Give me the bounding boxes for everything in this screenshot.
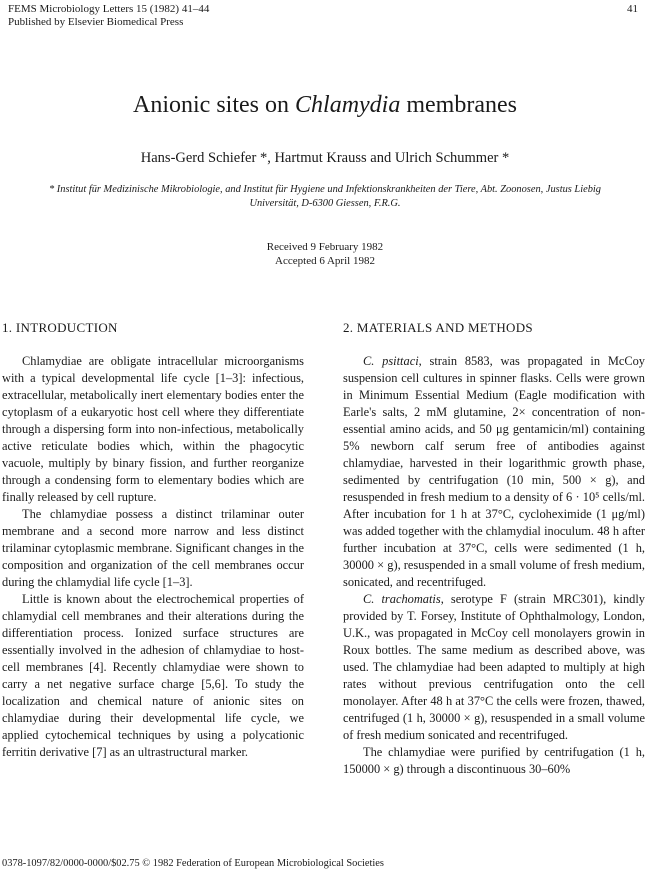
- journal-citation: FEMS Microbiology Letters 15 (1982) 41–44: [8, 3, 210, 15]
- intro-paragraph-3: Little is known about the electrochemical properties of chlamydial cell membranes and their alterations during the differentiation process. Ionized surface structures are essentially involved in the adhesion of chlamydiae to host-cell membranes [4]. Recently chlamydiae were shown to carry a net negative surface charge [5,6]. To study the localization and chemical nature of anionic sites on chlamydiae during their developmental life cycle, we applied cytochemical techniques by using a polycationic ferritin derivative [7] as an ultrastructural marker.: [2, 592, 304, 759]
- journal-header: [8, 3, 209, 29]
- methods-paragraph-3: The chlamydiae were purified by centrifugation (1 h, 150000 × g) through a discontinuous 30–60%: [343, 745, 645, 776]
- methods-heading: 2. MATERIALS AND METHODS: [343, 320, 533, 335]
- title-genus: Chlamydia: [295, 92, 401, 118]
- intro-paragraph-1: Chlamydiae are obligate intracellular microorganisms with a typical developmental life cycle [1–3]: infectious, extracellular, metabolically inert elementary bodies enter the cytoplasm of a eukaryotic host cell where they differentiate through a dispersing form into non-infectious, metabolically active reticulate bodies which, within the phagocytic vacuole, multiply by binary fission, and further reorganize through a condensing form to elementary bodies which are finally released by cell rupture.: [2, 354, 304, 504]
- copyright-footer: 0378-1097/82/0000-0000/$02.75 © 1982 Federation of European Microbiological Societies: [2, 858, 384, 869]
- author-list: Hans-Gerd Schiefer *, Hartmut Krauss and Ulrich Schummer *: [140, 150, 510, 166]
- page-number: 41: [627, 3, 638, 15]
- affiliation: * Institut für Medizinische Mikrobiologie, and Institut für Hygiene und Infektionskrankheiten der Tiere, Abt. Zoonosen, Justus Liebig Universität, D-6300 Giessen, F.R.G.: [49, 184, 601, 209]
- species-name: C. psittaci: [363, 354, 419, 368]
- left-column: [2, 319, 304, 761]
- right-column: [343, 319, 645, 778]
- methods-paragraph-2: C. trachomatis, serotype F (strain MRC301), kindly provided by T. Forsey, Institute of Ophthalmology, London, U.K., was propagated in McCoy cell monolayers growin in Roux bottles. The same medium as described above, was used. The chlamydiae had been adapted to multiply at high rates without previous centrifugation onto the cell monolayer. After 48 h at 37°C the cells were frozen, thawed, centrifuged (1 h, 30000 × g), resuspended in a small volume of fresh medium sonicated and recentrifuged.: [343, 592, 645, 742]
- species-name: C. trachomatis: [363, 592, 441, 606]
- article-title: Anionic sites on Chlamydia membranes: [133, 92, 517, 118]
- intro-paragraph-2: The chlamydiae possess a distinct trilaminar outer membrane and a second more narrow and less distinct trilaminar cytoplasmic membrane. Significant changes in the composition and organization of the cell membranes occur during the chlamydial life cycle [1–3].: [2, 507, 304, 589]
- introduction-heading: 1. INTRODUCTION: [2, 320, 118, 335]
- publisher-line: Published by Elsevier Biomedical Press: [8, 16, 184, 28]
- article-dates: [0, 240, 650, 268]
- methods-paragraph-1: C. psittaci, strain 8583, was propagated in McCoy suspension cell cultures in spinner flasks. Cells were grown in Minimum Essential Medium (Eagle modification with Earle's salts, 2 mM glutamine, 2× concentration of non-essential amino acids, and 50 μg gentamicin/ml) containing 5% newborn calf serum free of antibodies against chlamydiae, harvested in their logarithmic growth phase, sedimented by centrifugation (10 min, 500 × g), and resuspended in fresh medium to a density of 6 · 10⁵ cells/ml. After incubation for 1 h at 37°C, cycloheximide (1 μg/ml) was added together with the chlamydial inoculum. 48 h after further incubation at 37°C, cells were sedimented (1 h, 30000 × g), resuspended in a small volume of fresh medium, sonicated, and recentrifuged.: [343, 354, 645, 589]
- accepted-date: Accepted 6 April 1982: [275, 255, 375, 267]
- received-date: Received 9 February 1982: [266, 241, 384, 253]
